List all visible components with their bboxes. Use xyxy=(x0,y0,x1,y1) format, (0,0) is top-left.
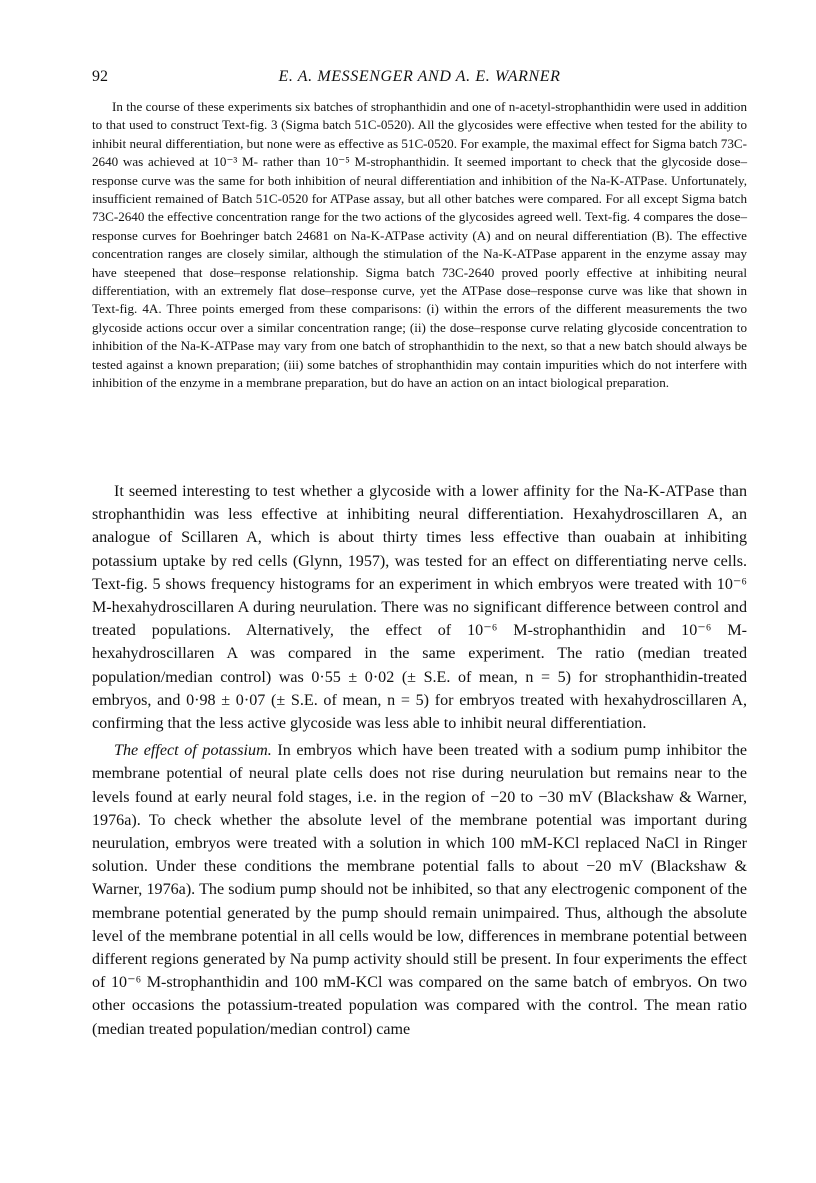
small-print-paragraph: In the course of these experiments six batches of strophanthidin and one of n-acetyl-strophanthidin were used in addition to that used to construct Text-fig. 3 (Sigma batch 51C-0520). All the glycosides were effective when tested for the ability to inhibit neural differentiation, but none were as effective as 51C-0520. For example, the maximal effect for Sigma batch 73C-2640 was achieved at 10⁻³ M- rather than 10⁻⁵ M-strophanthidin. It seemed important to check that the glycoside dose–response curve was the same for both inhibition of neural differentiation and inhibition of the Na-K-ATPase. Unfortunately, insufficient remained of Batch 51C-0520 for ATPase assay, but all other batches were compared. For all except Sigma batch 73C-2640 the effective concentration range for the two actions of the glycosides agreed well. Text-fig. 4 compares the dose–response curves for Boehringer batch 24681 on Na-K-ATPase activity (A) and on neural differentiation (B). The effective concentration ranges are closely similar, although the stimulation of the Na-K-ATPase apparent in the enzyme assay may have steepened that dose–response relationship. Sigma batch 73C-2640 proved poorly effective at inhibiting neural differentiation, with an extremely flat dose–response curve, yet the ATPase dose–response curve was like that shown in Text-fig. 4A. Three points emerged from these comparisons: (i) within the errors of the different measurements the two glycoside actions occur over a similar concentration range; (ii) the dose–response curve relating glycoside concentration to inhibition of the Na-K-ATPase may vary from one batch of strophanthidin to the next, so that a new batch should always be tested against a known preparation; (iii) some batches of strophanthidin may contain impurities which do not interfere with inhibition of the enzyme in a membrane preparation, but do have an action on an intact biological preparation. xyxy=(92,99,747,391)
section-run-in-heading: The effect of potassium. xyxy=(114,742,272,760)
paragraph-text: In embryos which have been treated with a sodium pump inhibitor the membrane potential of neural plate cells does not rise during neurulation but remains near to the levels found at early neural fold stages, i.e. in the region of −20 to −30 mV (Blackshaw & Warner, 1976a). To check whether the absolute level of the membrane potential was important during neurulation, embryos were treated with a solution in which 100 mM-KCl replaced NaCl in Ringer solution. Under these conditions the membrane potential falls to about −20 mV (Blackshaw & Warner, 1976a). The sodium pump should not be inhibited, so that any electrogenic component of the membrane potential generated by the pump should remain unimpaired. Thus, although the absolute level of the membrane potential in all cells would be low, differences in membrane potential between different regions generated by Na pump activity should still be present. In four experiments the effect of 10⁻⁶ M-strophanthidin and 100 mM-KCl was compared on the same batch of embryos. On two other occasions the potassium-treated population was compared with the control. The mean ratio (median treated population/median control) came xyxy=(92,742,748,1038)
running-head: E. A. MESSENGER AND A. E. WARNER xyxy=(278,68,561,85)
paragraph-glycoside-affinity xyxy=(92,480,747,735)
page-number: 92 xyxy=(92,68,108,85)
body-text xyxy=(92,480,747,1041)
page-header xyxy=(92,68,747,94)
paragraph-effect-of-potassium xyxy=(92,739,747,1041)
paragraph-text: It seemed interesting to test whether a glycoside with a lower affinity for the Na-K-ATPase than strophanthidin was less effective at inhibiting neural differentiation. Hexahydroscillaren A, an analogue of Scillaren A, which is about thirty times less effective than ouabain at inhibiting potassium uptake by red cells (Glynn, 1957), was tested for an effect on differentiating nerve cells. Text-fig. 5 shows frequency histograms for an experiment in which embryos were treated with 10⁻⁶ M-hexahydroscillaren A during neurulation. There was no significant difference between control and treated populations. Alternatively, the effect of 10⁻⁶ M-strophanthidin and 10⁻⁶ M-hexahydroscillaren A was compared in the same experiment. The ratio (median treated population/median control) was 0·55 ± 0·02 (± S.E. of mean, n = 5) for strophanthidin-treated embryos, and 0·98 ± 0·07 (± S.E. of mean, n = 5) for embryos treated with hexahydroscillaren A, confirming that the less active glycoside was less able to inhibit neural differentiation. xyxy=(92,483,747,733)
small-print-section xyxy=(92,98,747,393)
